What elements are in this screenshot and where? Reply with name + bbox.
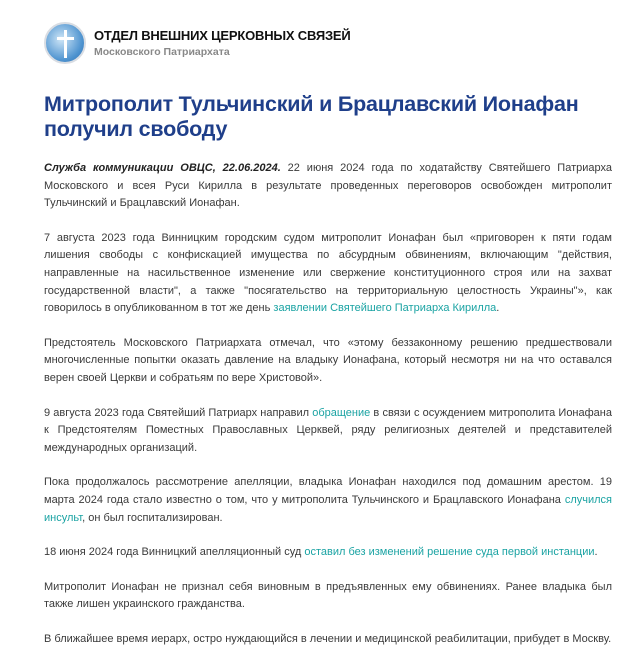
- article-paragraph: [44, 405, 612, 458]
- org-name: ОТДЕЛ ВНЕШНИХ ЦЕРКОВНЫХ СВЯЗЕЙ: [94, 28, 351, 43]
- article-paragraph: [44, 160, 612, 213]
- logo-icon[interactable]: [44, 22, 86, 64]
- article-link[interactable]: оставил без изменений решение суда первой инстанции: [304, 546, 595, 559]
- paragraph-text: 18 июня 2024 года Винницкий апелляционный суд: [44, 546, 305, 559]
- org-subtitle: Московского Патриархата: [94, 46, 230, 58]
- article-paragraph: [44, 474, 612, 527]
- site-header: [44, 22, 351, 64]
- paragraph-text: 22 июня 2024 года по ходатайству Святейшего Патриарха Московского и всея Руси Кирилла в результате проведенных переговоров освобожден митрополит Тульчинский и Брацлавский Ионафан.: [44, 162, 612, 210]
- paragraph-text: в связи с осуждением митрополита Ионафана к Предстоятелям Поместных Православных Церквей, ряду религиозных деятелей и представителей международных организаций.: [44, 406, 612, 454]
- org-title[interactable]: [94, 28, 351, 58]
- article-paragraph: [44, 631, 612, 649]
- article-paragraph: [44, 544, 612, 562]
- article-link[interactable]: обращение: [312, 406, 371, 419]
- paragraph-text: Митрополит Ионафан не признал себя виновным в предъявленных ему обвинениях. Ранее владыка был также лишен украинского гражданства.: [44, 580, 612, 611]
- paragraph-text: Предстоятель Московского Патриархата отмечал, что «этому беззаконному решению предшествовали многочисленные попытки оказать давление на владыку Ионафана, который несмотря ни на что оставался верен своей Церкви и собратьям по вере Христовой».: [44, 336, 612, 384]
- article-paragraph: [44, 230, 612, 318]
- paragraph-text: , он был госпитализирован.: [82, 511, 223, 524]
- paragraph-text: В ближайшее время иерарх, остро нуждающийся в лечении и медицинской реабилитации, прибудет в Москву.: [44, 632, 612, 645]
- page-title: Митрополит Тульчинский и Брацлавский Ионафан получил свободу: [44, 92, 579, 141]
- paragraph-text: 7 августа 2023 года Винницким городским судом митрополит Ионафан был «приговорен к пяти годам лишения свободы с конфискацией имущества по абсурдным обвинениям, включающим "действия, направленные на насильственное изменение или свержение конституционного строя или на захват государственной власти", а также "посягательство на территориальную целостность Украины"», как говорилось в опубликованном в тот же день: [44, 231, 612, 315]
- paragraph-text: .: [496, 302, 500, 315]
- article-link[interactable]: заявлении Святейшего Патриарха Кирилла: [273, 302, 497, 315]
- article-link[interactable]: случился инсульт: [44, 493, 612, 524]
- paragraph-text: Пока продолжалось рассмотрение апелляции, владыка Ионафан находился под домашним арестом. 19 марта 2024 года стало известно о том, что у митрополита Тульчинского и Брацлавского Ионафана: [44, 476, 612, 506]
- article-body: [44, 160, 612, 665]
- paragraph-text: 9 августа 2023 года Святейший Патриарх направил: [44, 406, 313, 419]
- article-paragraph: [44, 335, 612, 388]
- dateline: Служба коммуникации ОВЦС, 22.06.2024.: [44, 162, 281, 174]
- article-paragraph: [44, 579, 612, 614]
- paragraph-text: .: [594, 546, 598, 559]
